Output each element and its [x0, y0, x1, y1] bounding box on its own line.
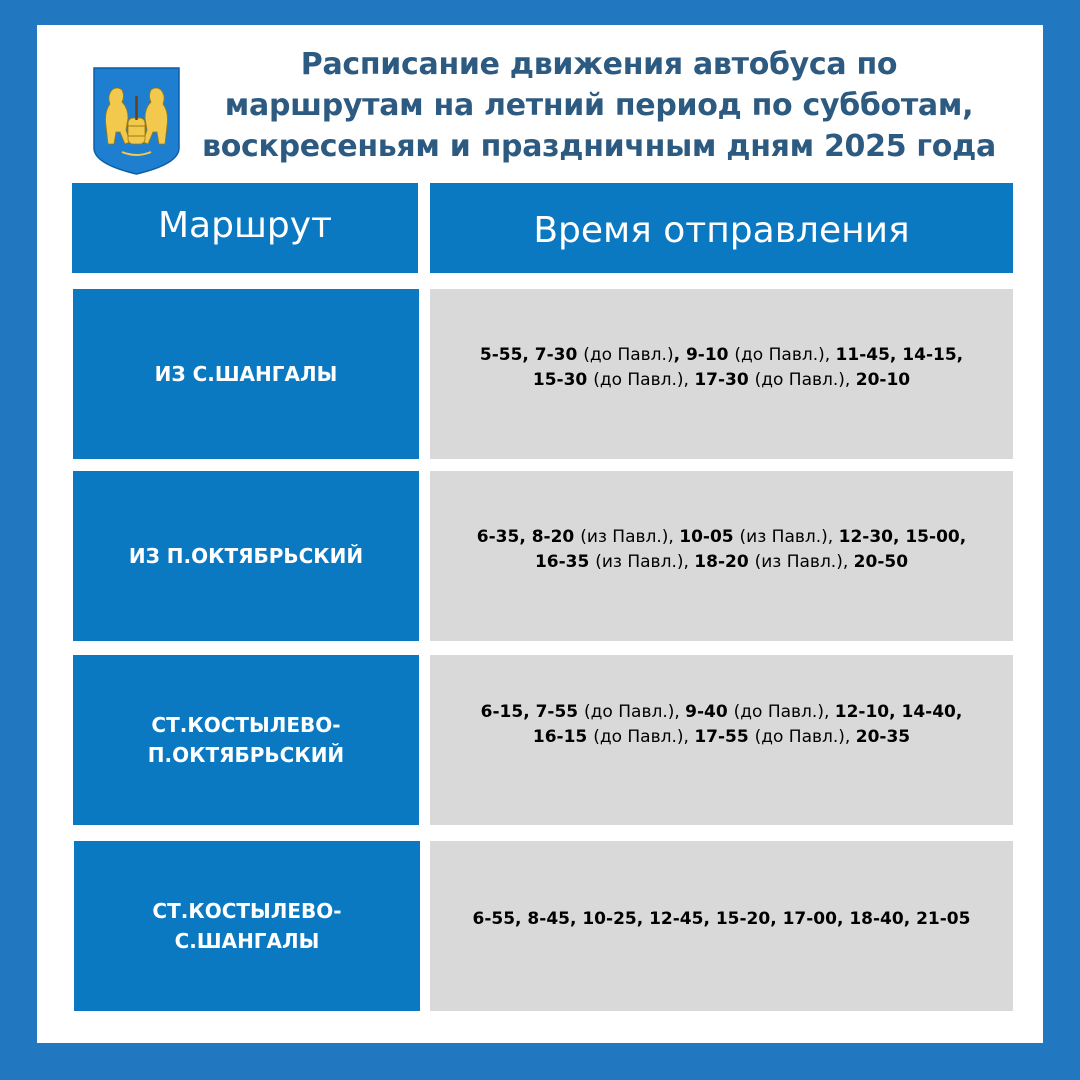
time-segment: 20-35	[855, 727, 911, 747]
times-line	[477, 550, 966, 575]
route-label: ИЗ С.ШАНГАЛЫ	[154, 362, 338, 386]
time-segment: (до Павл.),	[754, 727, 856, 747]
time-segment: (до Павл.),	[734, 345, 836, 365]
times-cell	[430, 289, 1013, 459]
time-segment: 6-55, 8-45, 10-25, 12-45, 15-20, 17-00, 18-40, 21-05	[472, 908, 971, 929]
route-label: С.ШАНГАЛЫ	[174, 929, 320, 953]
time-segment: 12-30, 15-00,	[838, 527, 967, 547]
time-segment: 5-55, 7-30	[479, 345, 584, 365]
time-segment: (из Павл.),	[595, 552, 695, 572]
times-line	[480, 368, 963, 393]
route-label: СТ.КОСТЫЛЕВО-	[152, 899, 342, 923]
header-route-label: Маршрут	[157, 204, 333, 246]
time-segment: 16-15	[532, 727, 594, 747]
header-departure-label: Время отправления	[533, 209, 910, 251]
times-line	[481, 725, 963, 750]
time-segment: 11-45, 14-15,	[835, 345, 964, 365]
time-segment: (из Павл.),	[739, 527, 839, 547]
title-line: воскресеньям и праздничным дням 2025 года	[202, 129, 996, 164]
header-route	[72, 183, 418, 273]
time-segment: (до Павл.)	[583, 345, 674, 365]
time-segment: 20-10	[855, 370, 911, 390]
route-cell	[73, 655, 419, 825]
time-segment: (до Павл.),	[733, 702, 835, 722]
times-line	[477, 525, 966, 550]
time-segment: 18-20	[694, 552, 755, 572]
route-label: П.ОКТЯБРЬСКИЙ	[147, 743, 345, 767]
time-segment: 6-35, 8-20	[476, 527, 581, 547]
times-line	[473, 907, 971, 932]
time-segment: 17-30	[694, 370, 755, 390]
title-line: маршрутам на летний период по субботам,	[224, 88, 974, 123]
page-title	[178, 44, 1020, 167]
time-segment: 6-15, 7-55	[480, 702, 585, 722]
route-label: СТ.КОСТЫЛЕВО-	[151, 713, 341, 737]
time-segment: 17-55	[694, 727, 755, 747]
times-cell	[430, 655, 1013, 825]
coat-of-arms-icon	[92, 66, 181, 176]
header-departure	[430, 183, 1013, 273]
time-segment: 16-35	[534, 552, 596, 572]
route-cell	[73, 289, 419, 459]
time-segment: (до Павл.),	[593, 727, 695, 747]
time-segment: 12-10, 14-40,	[834, 702, 963, 722]
title-line: Расписание движения автобуса по	[300, 47, 898, 82]
route-label: ИЗ П.ОКТЯБРЬСКИЙ	[128, 544, 364, 568]
times-line	[480, 343, 963, 368]
route-cell	[73, 471, 419, 641]
times-cell	[430, 471, 1013, 641]
route-cell	[74, 841, 420, 1011]
time-segment: (до Павл.),	[754, 370, 856, 390]
time-segment: 20-50	[853, 552, 909, 572]
time-segment: (до Павл.),	[593, 370, 695, 390]
times-line	[481, 700, 963, 725]
times-cell	[430, 841, 1013, 1011]
time-segment: (из Павл.),	[754, 552, 854, 572]
time-segment: (до Павл.),	[584, 702, 686, 722]
time-segment: 15-30	[532, 370, 594, 390]
time-segment: 10-05	[679, 527, 740, 547]
time-segment: (из Павл.),	[580, 527, 680, 547]
time-segment: , 9-10	[673, 345, 735, 365]
time-segment: 9-40	[685, 702, 734, 722]
